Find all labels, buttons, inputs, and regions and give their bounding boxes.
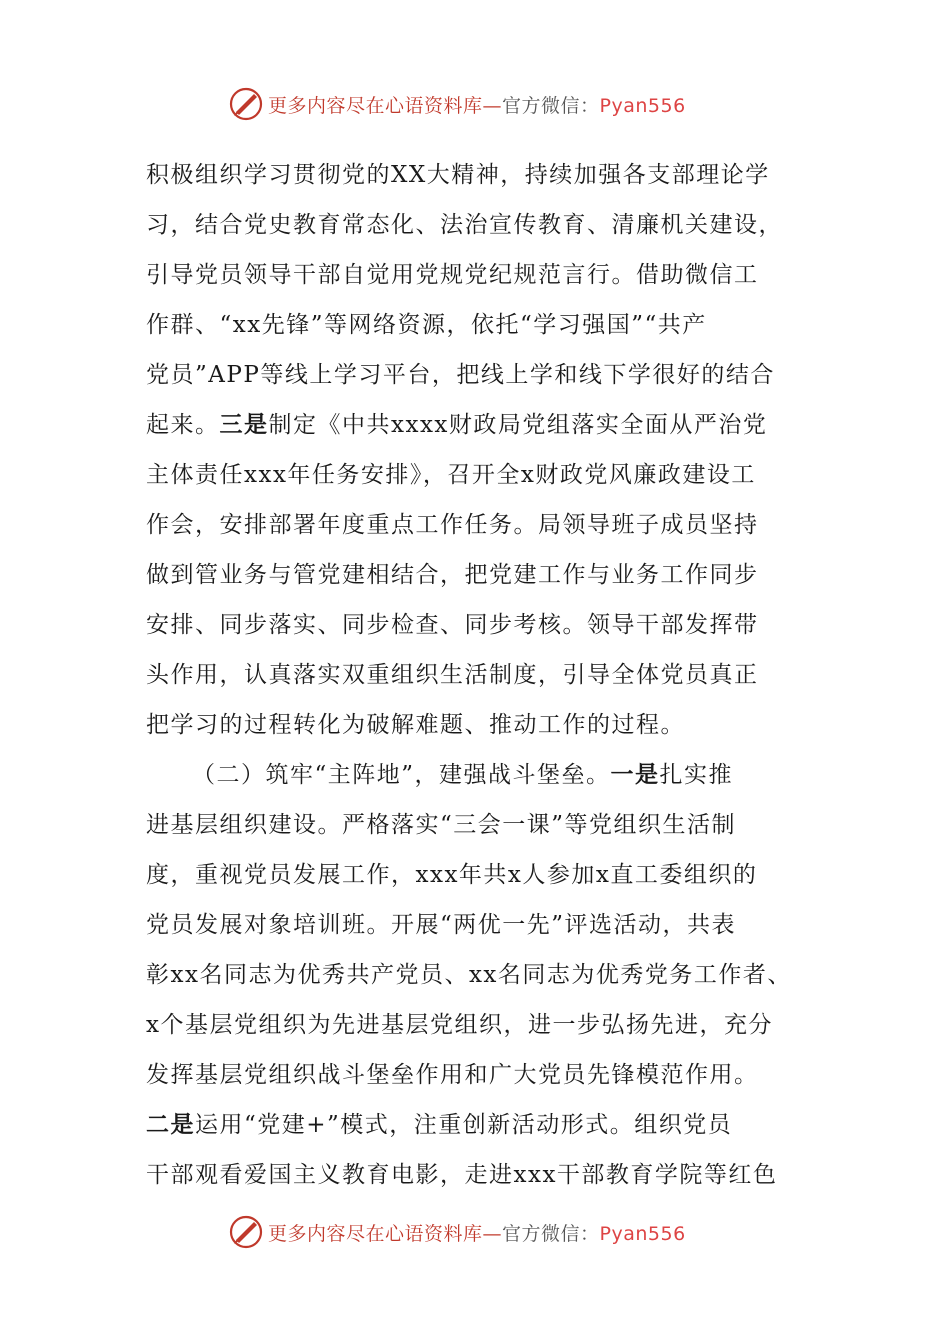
- text-line: 党员发展对象培训班。开展“两优一先”评选活动，共表: [146, 912, 737, 938]
- text-line: 引导党员领导干部自觉用党规党纪规范言行。借助微信工: [146, 262, 759, 288]
- text-line: 起来。三是制定《中共xxxx财政局党组落实全面从严治党: [146, 411, 768, 438]
- watermark-text: 更多内容尽在心语资料库—官方微信：Pyan556: [268, 94, 686, 117]
- text-line: 二是运用“党建+”模式，注重创新活动形式。组织党员: [146, 1111, 733, 1138]
- text-line: 作会，安排部署年度重点工作任务。局领导班子成员坚持: [146, 512, 759, 538]
- text-line: （二）筑牢“主阵地”，建强战斗堡垒。一是扎实推: [192, 761, 734, 788]
- footer-watermark: [228, 1212, 728, 1252]
- text-line: 安排、同步落实、同步检查、同步考核。领导干部发挥带: [146, 612, 759, 638]
- text-line: 把学习的过程转化为破解难题、推动工作的过程。: [146, 712, 685, 738]
- text-line: 头作用，认真落实双重组织生活制度，引导全体党员真正: [146, 662, 759, 688]
- text-line: 习，结合党史教育常态化、法治宣传教育、清廉机关建设，: [146, 212, 783, 238]
- text-line: 发挥基层党组织战斗堡垒作用和广大党员先锋模范作用。: [146, 1062, 759, 1088]
- text-line: 积极组织学习贯彻党的XX大精神，持续加强各支部理论学: [146, 162, 770, 188]
- watermark-text: 更多内容尽在心语资料库—官方微信：Pyan556: [268, 1222, 686, 1245]
- text-line: 作群、“xx先锋”等网络资源，依托“学习强国”“共产: [146, 312, 707, 338]
- emphasis-text: 三是: [219, 411, 269, 438]
- pen-logo-icon: [228, 1214, 264, 1250]
- document-body: [146, 150, 811, 1200]
- text-line: 做到管业务与管党建相结合，把党建工作与业务工作同步: [146, 562, 759, 588]
- text-line: 党员”APP等线上学习平台，把线上学和线下学很好的结合: [146, 362, 775, 388]
- pen-logo-icon: [228, 86, 264, 122]
- text-line: 进基层组织建设。严格落实“三会一课”等党组织生活制: [146, 812, 737, 838]
- emphasis-text: 一是: [610, 761, 660, 788]
- emphasis-text: 二是: [146, 1111, 195, 1138]
- header-watermark: [228, 84, 728, 124]
- text-line: x个基层党组织为先进基层党组织，进一步弘扬先进，充分: [146, 1012, 773, 1038]
- text-line: 彰xx名同志为优秀共产党员、xx名同志为优秀党务工作者、: [146, 962, 792, 988]
- text-line: 度，重视党员发展工作，xxx年共x人参加x直工委组织的: [146, 862, 758, 888]
- text-line: 主体责任xxx年任务安排》，召开全x财政党风廉政建设工: [146, 462, 756, 488]
- text-line: 干部观看爱国主义教育电影，走进xxx干部教育学院等红色: [146, 1162, 778, 1188]
